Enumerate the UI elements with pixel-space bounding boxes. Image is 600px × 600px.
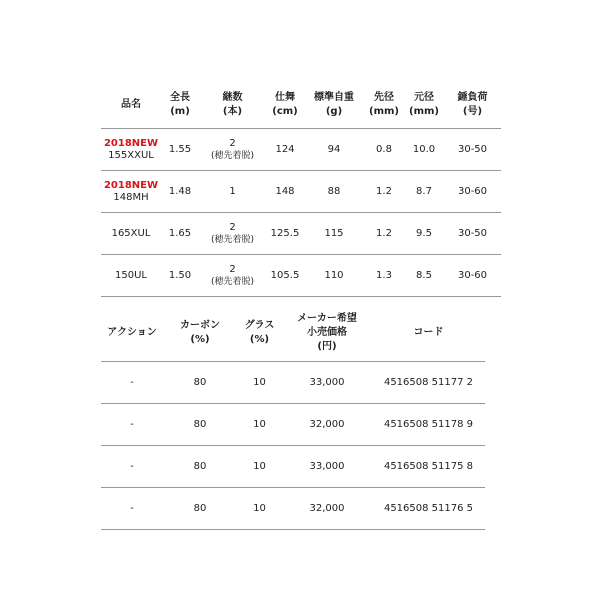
- tip-diameter-cell: 1.3: [364, 255, 404, 297]
- table-row: [101, 446, 485, 488]
- carbon-cell: 80: [163, 362, 237, 404]
- pieces-cell: 2 (穂先着脱): [199, 213, 266, 255]
- closed-length-cell: 105.5: [266, 255, 304, 297]
- weight-cell: 94: [304, 129, 364, 171]
- price-cell: 33,000: [282, 446, 372, 488]
- butt-diameter-cell: 9.5: [404, 213, 444, 255]
- product-name-cell: 2018NEW 155XXUL: [101, 129, 161, 171]
- glass-cell: 10: [237, 404, 282, 446]
- glass-cell: 10: [237, 446, 282, 488]
- pieces-cell: 2 (穂先着脱): [199, 129, 266, 171]
- carbon-cell: 80: [163, 446, 237, 488]
- sinker-load-cell: 30-60: [444, 171, 501, 213]
- header-carbon: カーボン (%): [163, 304, 237, 362]
- table-row: [101, 171, 501, 213]
- sinker-load-cell: 30-60: [444, 255, 501, 297]
- table-row: [101, 213, 501, 255]
- code-cell: 4516508 51176 5: [372, 488, 485, 530]
- action-cell: -: [101, 404, 163, 446]
- table-row: [101, 404, 485, 446]
- table-row: [101, 255, 501, 297]
- tip-diameter-cell: 1.2: [364, 213, 404, 255]
- carbon-cell: 80: [163, 488, 237, 530]
- product-name-cell: 2018NEW 148MH: [101, 171, 161, 213]
- header-sinker-load: 錘負荷 (号): [444, 82, 501, 129]
- tip-diameter-cell: 0.8: [364, 129, 404, 171]
- closed-length-cell: 124: [266, 129, 304, 171]
- length-cell: 1.48: [161, 171, 199, 213]
- header-action: アクション: [101, 304, 163, 362]
- sinker-load-cell: 30-50: [444, 213, 501, 255]
- glass-cell: 10: [237, 362, 282, 404]
- butt-diameter-cell: 10.0: [404, 129, 444, 171]
- new-badge: 2018NEW: [103, 179, 159, 191]
- table-row: [101, 362, 485, 404]
- price-header-row: [101, 304, 485, 362]
- glass-cell: 10: [237, 488, 282, 530]
- weight-cell: 88: [304, 171, 364, 213]
- header-code: コード: [372, 304, 485, 362]
- length-cell: 1.55: [161, 129, 199, 171]
- closed-length-cell: 125.5: [266, 213, 304, 255]
- code-cell: 4516508 51178 9: [372, 404, 485, 446]
- product-name-cell: 165XUL: [101, 213, 161, 255]
- closed-length-cell: 148: [266, 171, 304, 213]
- price-cell: 32,000: [282, 488, 372, 530]
- sinker-load-cell: 30-50: [444, 129, 501, 171]
- butt-diameter-cell: 8.7: [404, 171, 444, 213]
- specs-header-row: [101, 82, 501, 129]
- length-cell: 1.50: [161, 255, 199, 297]
- header-pieces: 継数 (本): [199, 82, 266, 129]
- pieces-cell: 2 (穂先着脱): [199, 255, 266, 297]
- header-glass: グラス (%): [237, 304, 282, 362]
- action-cell: -: [101, 446, 163, 488]
- table-row: [101, 488, 485, 530]
- code-cell: 4516508 51175 8: [372, 446, 485, 488]
- tip-diameter-cell: 1.2: [364, 171, 404, 213]
- weight-cell: 115: [304, 213, 364, 255]
- new-badge: 2018NEW: [103, 137, 159, 149]
- action-cell: -: [101, 488, 163, 530]
- header-tip-diameter: 先径 (mm): [364, 82, 404, 129]
- action-cell: -: [101, 362, 163, 404]
- butt-diameter-cell: 8.5: [404, 255, 444, 297]
- header-butt-diameter: 元径 (mm): [404, 82, 444, 129]
- length-cell: 1.65: [161, 213, 199, 255]
- pieces-cell: 1: [199, 171, 266, 213]
- specs-table: [101, 82, 501, 297]
- table-row: [101, 129, 501, 171]
- weight-cell: 110: [304, 255, 364, 297]
- header-product-name: 品名: [101, 82, 161, 129]
- price-table: [101, 304, 485, 530]
- price-cell: 32,000: [282, 404, 372, 446]
- header-closed-length: 仕舞 (cm): [266, 82, 304, 129]
- code-cell: 4516508 51177 2: [372, 362, 485, 404]
- header-weight: 標準自重 (g): [304, 82, 364, 129]
- header-length: 全長 (m): [161, 82, 199, 129]
- price-cell: 33,000: [282, 362, 372, 404]
- product-name-cell: 150UL: [101, 255, 161, 297]
- header-price: メーカー希望 小売価格 (円): [282, 304, 372, 362]
- carbon-cell: 80: [163, 404, 237, 446]
